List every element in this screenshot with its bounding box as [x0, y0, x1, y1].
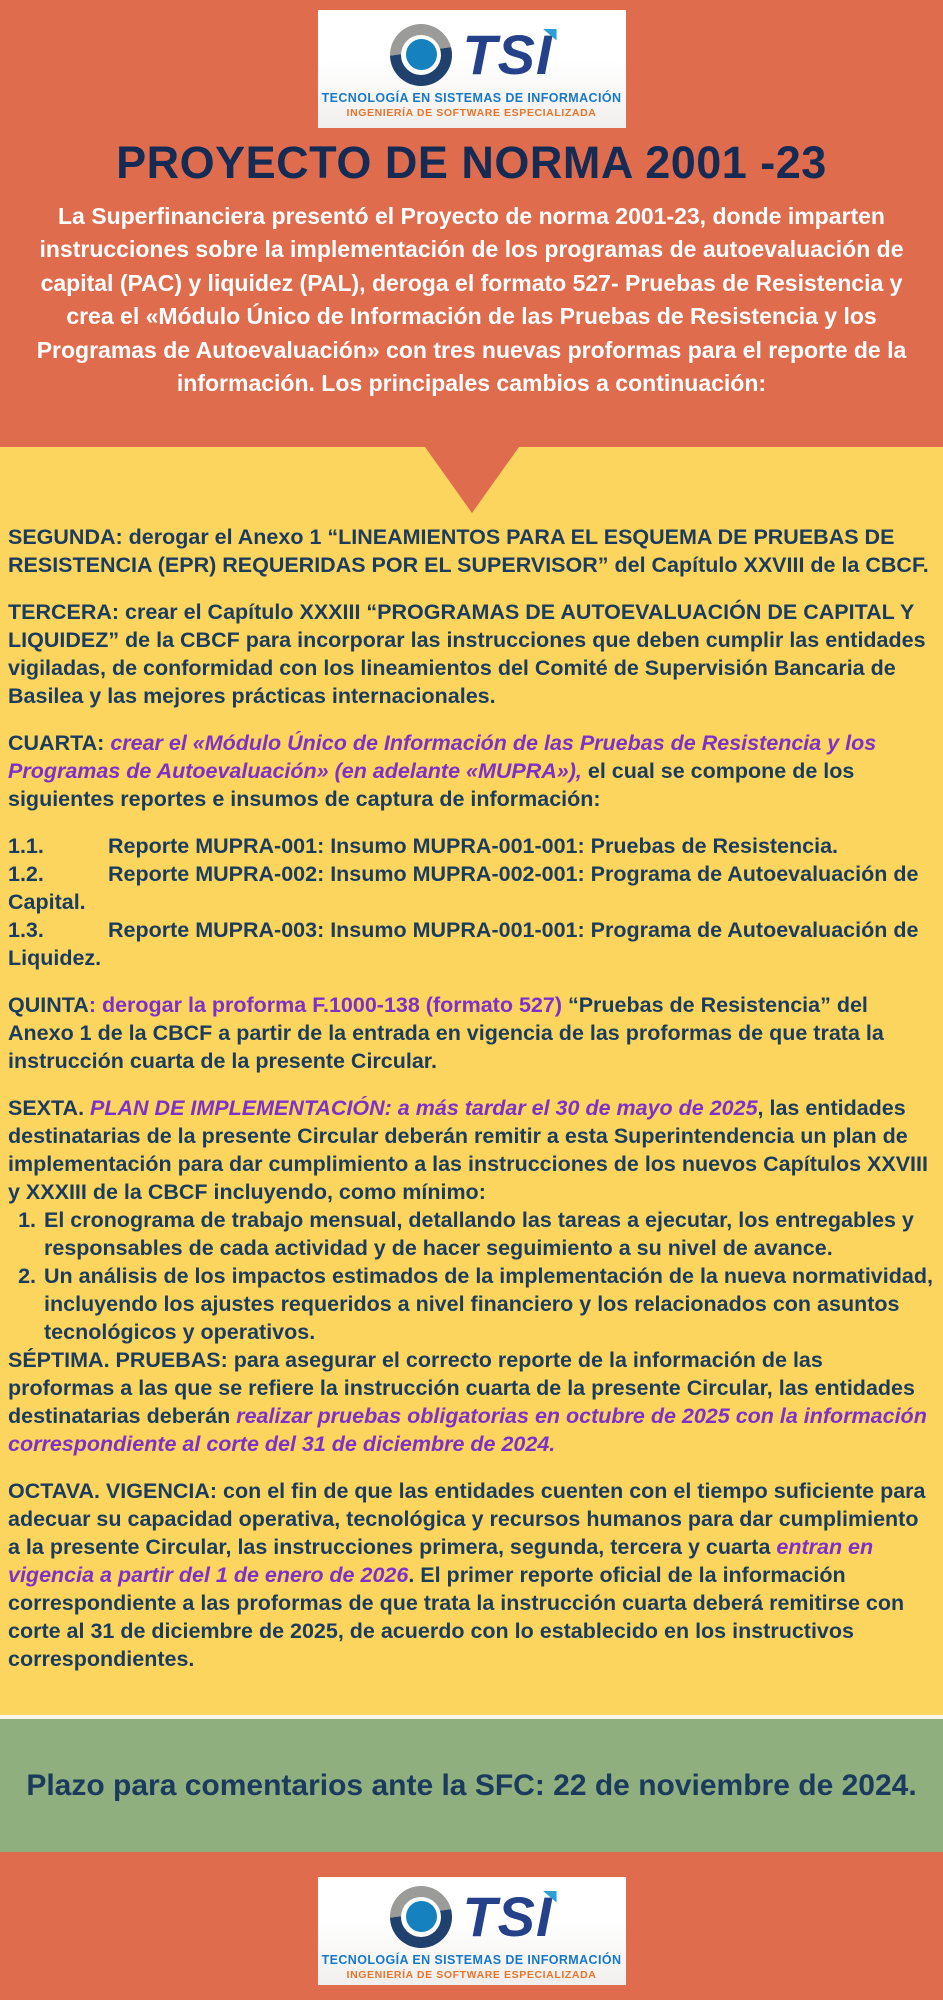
deadline-text: Plazo para comentarios ante la SFC: 22 de noviembre de 2024.	[26, 1768, 917, 1802]
header-section	[0, 0, 943, 447]
tsi-ring-dot	[406, 39, 437, 70]
tsi-ring-dot	[406, 1901, 437, 1932]
clause-sexta: SEXTA. PLAN DE IMPLEMENTACIÓN: a más tardar el 30 de mayo de 2025, las entidades destinatarias de la presente Circular deberán remitir a esta Superintendencia un plan de implementación para dar cumplimiento a las instrucciones de los nuevos Capítulos XXVIII y XXXIII de la CBCF incluyendo, como mínimo:	[8, 1096, 928, 1204]
mupra-report-item	[8, 860, 935, 916]
logo-row	[390, 1886, 552, 1948]
implementation-plan-list	[8, 1206, 935, 1346]
clause-segunda: SEGUNDA: derogar el Anexo 1 “LINEAMIENTOS PARA EL ESQUEMA DE PRUEBAS DE RESISTENCIA (EPR) REQUERIDAS POR EL SUPERVISOR” del Capítulo XXVIII de la CBCF.	[8, 525, 929, 577]
list-item: 1. El cronograma de trabajo mensual, detallando las tareas a ejecutar, los entregables y responsables de cada actividad y de hacer seguimiento a su nivel de avance.	[42, 1206, 935, 1262]
clause-octava: OCTAVA. VIGENCIA: con el fin de que las entidades cuenten con el tiempo suficiente para adecuar su capacidad operativa, tecnológica y recursos humanos para dar cumplimiento a la presente Circular, las instrucciones primera, segunda, tercera y cuarta entran en vigencia a partir del 1 de enero de 2026. El primer reporte oficial de la información correspondiente a las proformas de que trata la instrucción cuarta deberá remitirse con corte al 31 de diciembre de 2025, de acuerdo con lo establecido en los instructivos correspondientes.	[8, 1479, 926, 1671]
logo-row	[390, 24, 552, 86]
item-number: 1.2.	[8, 862, 44, 886]
mupra-report-item	[8, 916, 935, 972]
logo-tagline-1: TECNOLOGÍA EN SISTEMAS DE INFORMACIÓN	[321, 90, 622, 105]
tsi-ring-icon	[390, 1886, 452, 1948]
page-title: PROYECTO DE NORMA 2001 -23	[116, 137, 827, 188]
item-text: Reporte MUPRA-003: Insumo MUPRA-001-001: Programa de Autoevaluación de Liquidez.	[8, 918, 919, 970]
clauses-section	[0, 447, 943, 1715]
list-item: 2. Un análisis de los impactos estimados de la implementación de la nueva normatividad, incluyendo los ajustes requeridos a nivel financiero y los relacionados con asuntos tecnológicos y operativos.	[42, 1262, 935, 1346]
clause-tercera: TERCERA: crear el Capítulo XXXIII “PROGRAMAS DE AUTOEVALUACIÓN DE CAPITAL Y LIQUIDEZ” de la CBCF para incorporar las instrucciones que deben cumplir las entidades vigiladas, de conformidad con los lineamientos del Comité de Supervisión Bancaria de Basilea y las mejores prácticas internacionales.	[8, 600, 926, 708]
mupra-report-item	[8, 832, 935, 860]
logo-tagline-1: TECNOLOGÍA EN SISTEMAS DE INFORMACIÓN	[321, 1952, 622, 1967]
item-text: Reporte MUPRA-002: Insumo MUPRA-002-001: Programa de Autoevaluación de Capital.	[8, 862, 919, 914]
tsi-brand-text: TSI	[462, 27, 552, 83]
footer-section	[0, 1852, 943, 2000]
tsi-brand-text: TSI	[462, 1889, 552, 1945]
item-number: 1.1.	[8, 834, 44, 858]
down-pointer-icon	[425, 447, 519, 513]
mupra-report-list	[8, 832, 935, 972]
tsi-ring-icon	[390, 24, 452, 86]
item-text: Reporte MUPRA-001: Insumo MUPRA-001-001: Pruebas de Resistencia.	[108, 834, 839, 858]
logo-tagline-2: INGENIERÍA DE SOFTWARE ESPECIALIZADA	[346, 1968, 597, 1981]
clause-quinta: QUINTA: derogar la proforma F.1000-138 (formato 527) “Pruebas de Resistencia” del Anexo 1 de la CBCF a partir de la entrada en vigencia de las proformas de que trata la instrucción cuarta de la presente Circular.	[8, 993, 884, 1073]
tsi-logo	[318, 10, 626, 128]
clause-septima: SÉPTIMA. PRUEBAS: para asegurar el correcto reporte de la información de las proformas a las que se refiere la instrucción cuarta de la presente Circular, las entidades destinatarias deberán realizar pruebas obligatorias en octubre de 2025 con la información correspondiente al corte del 31 de diciembre de 2024.	[8, 1348, 927, 1456]
logo-tagline-2: INGENIERÍA DE SOFTWARE ESPECIALIZADA	[346, 106, 597, 119]
item-number: 1.3.	[8, 918, 44, 942]
clause-cuarta: CUARTA: crear el «Módulo Único de Información de las Pruebas de Resistencia y los Programas de Autoevaluación» (en adelante «MUPRA»), el cual se compone de los siguientes reportes e insumos de captura de información:	[8, 731, 877, 811]
clauses	[8, 447, 935, 1673]
deadline-banner	[0, 1719, 943, 1852]
tsi-logo-footer	[318, 1877, 626, 1985]
intro-paragraph: La Superfinanciera presentó el Proyecto de norma 2001-23, donde imparten instrucciones sobre la implementación de los programas de autoevaluación de capital (PAC) y liquidez (PAL), deroga el formato 527- Pruebas de Resistencia y crea el «Módulo Único de Información de las Pruebas de Resistencia y los Programas de Autoevaluación» con tres nuevas proformas para el reporte de la información. Los principales cambios a continuación:	[36, 202, 907, 397]
